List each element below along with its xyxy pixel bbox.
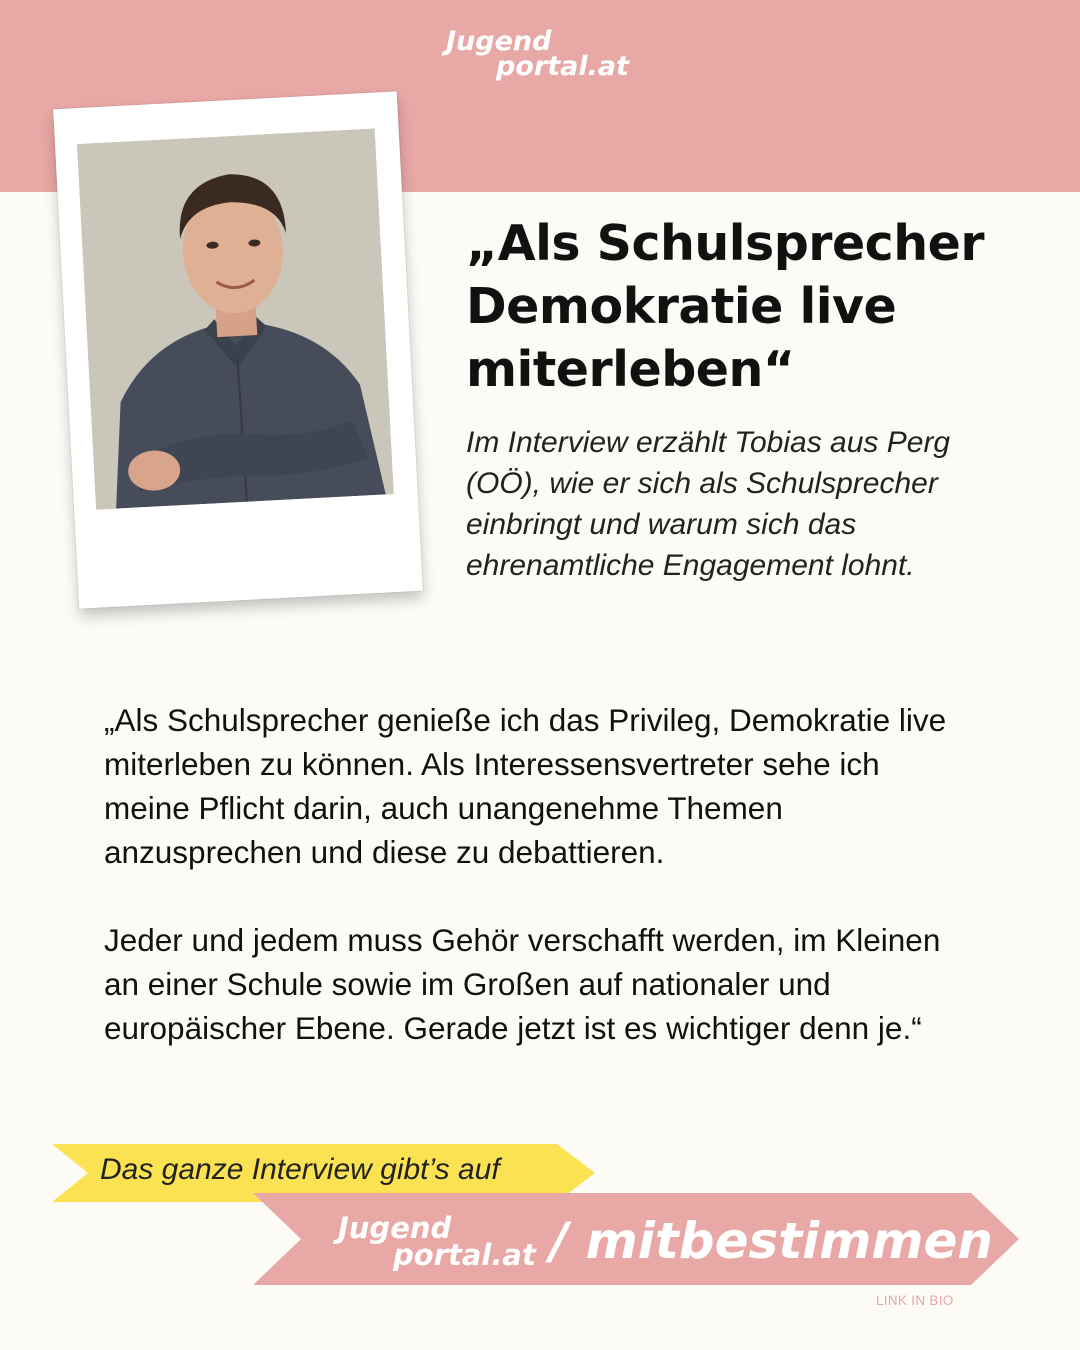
brand-logo-line2: portal.at: [496, 51, 629, 82]
brand-logo[interactable]: [446, 28, 629, 80]
cta-brand-logo[interactable]: [338, 1211, 536, 1272]
quote-block: [104, 698, 974, 1094]
portrait-illustration: [77, 129, 394, 510]
link-in-bio-note: LINK IN BIO: [876, 1293, 954, 1308]
polaroid-frame: [53, 91, 423, 608]
cta-brand-line2: portal.at: [393, 1238, 536, 1272]
brand-logo-line1: Jugend: [446, 26, 552, 57]
portrait-photo: [77, 129, 394, 510]
cta-brand-line1: Jugend: [338, 1211, 452, 1245]
cta-path-text[interactable]: / mitbestimmen: [550, 1212, 994, 1270]
cta-intro-text: Das ganze Interview gibt’s auf: [100, 1153, 500, 1186]
headline: „Als Schulsprecher Demokratie live miterleben“: [466, 215, 985, 398]
subtitle: Im Interview erzählt Tobias aus Perg (OÖ), wie er sich als Schulsprecher einbringt und warum sich das ehrenamtliche Engagement lohnt.: [466, 426, 951, 582]
quote-paragraph-1: „Als Schulsprecher genieße ich das Privileg, Demokratie live miterleben zu können. Als Interessensvertreter sehe ich meine Pflicht darin, auch unangenehme Themen anzusprechen und diese zu debattieren.: [104, 702, 947, 870]
quote-paragraph-2: Jeder und jedem muss Gehör verschafft werden, im Kleinen an einer Schule sowie im Großen auf nationaler und europäischer Ebene. Gerade jetzt ist es wichtiger denn je.“: [104, 922, 941, 1046]
